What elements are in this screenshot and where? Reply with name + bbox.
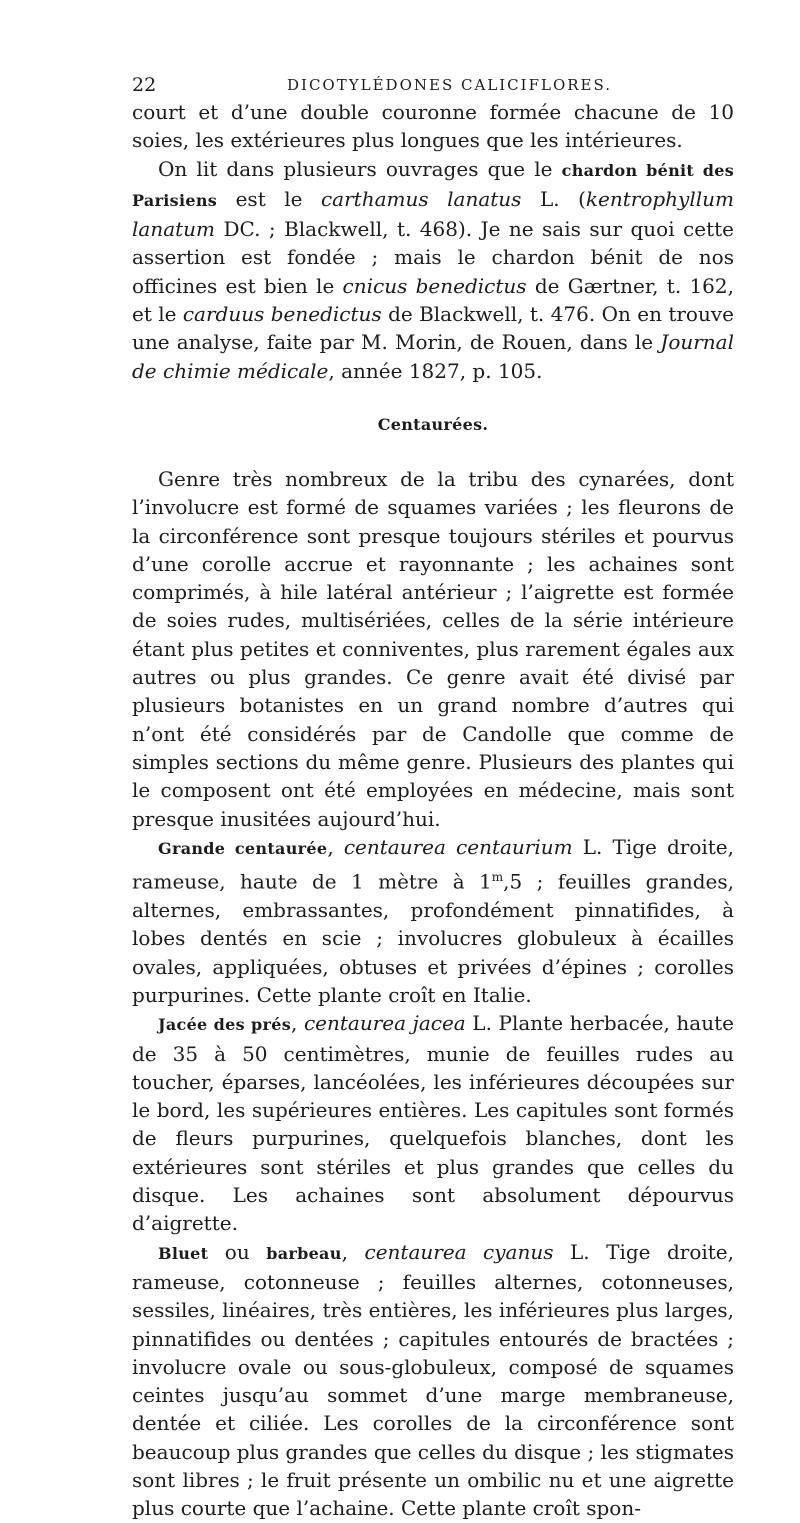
paragraph-grande-centauree: Grande centaurée, centaurea centaurium L. Tige droite, rameuse, haute de 1 mètre à 1$^m$,5 ; feuilles grandes, alternes, embrassantes, profondément pinnatifides, à lobes dentés en scie ; involucres globuleux à écailles ovales, appliquées, obtuses et privées d’épines ; corolles purpurines. Cette plante croît en Italie. (132, 834, 735, 1007)
paragraph-jacee: Jacée des prés, centaurea jacea L. Plante herbacée, haute de 35 à 50 centimètres, munie de feuilles rudes au toucher, éparses, lancéolées, les inférieures découpées sur le bord, les supérieures entières. Les capitules sont formés de fleurs purpurines, quelquefois blanches, dont les extérieures sont stériles et plus grandes que celles du disque. Les achaines sont absolument dépourvus d’aigrette. (132, 1011, 734, 1236)
section-heading: Centaurées. (377, 414, 489, 434)
term-chardon-benit: chardon bénit des Parisiens (132, 160, 735, 210)
page-number: 22 (132, 74, 157, 96)
paragraph-continuation: court et d’une double couronne formée chacune de 10 soies, les extérieures plus longues que les intérieures. (132, 100, 734, 153)
running-title: DICOTYLÉDONES CALICIFLORES. (287, 76, 613, 94)
page-header (132, 72, 730, 98)
term-bluet: Bluet (158, 1243, 209, 1263)
paragraph-chardon-benit: On lit dans plusieurs ouvrages que le chardon bénit des Parisiens est le carthamus lanatus L. (kentrophyllum lanatum DC. ; Blackwell, t. 468). Je ne sais sur quoi cette assertion est fondée ; mais le chardon bénit de nos officines est bien le cnicus benedictus de Gærtner, t. 162, et le carduus benedictus de Blackwell, t. 476. On en trouve une analyse, faite par M. Morin, de Rouen, dans le Journal de chimie médicale, année 1827, p. 105. (132, 156, 735, 383)
term-barbeau: barbeau (266, 1243, 342, 1263)
paragraph-bluet: Bluet ou barbeau, centaurea cyanus L. Tige droite, rameuse, cotonneuse ; feuilles alternes, cotonneuses, sessiles, linéaires, très entières, les inférieures plus larges, pinnatifides ou dentées ; capitules entourés de bractées ; involucre ovale ou sous-globuleux, composé de squames ceintes jusqu’au sommet d’une marge membraneuse, dentée et ciliée. Les corolles de la circonférence sont beaucoup plus grandes que celles du disque ; les stigmates sont libres ; le fruit présente un ombilic nu et une aigrette plus courte que l’achaine. Cette plante croît spon- (132, 1239, 735, 1521)
paragraph-genre: Genre très nombreux de la tribu des cynarées, dont l’involucre est formé de squames variées ; les fleurons de la circonférence sont presque toujours stériles et pourvus d’une corolle accrue et rayonnante ; les achaines sont comprimés, à hile latéral antérieur ; l’aigrette est formée de soies rudes, multisériées, celles de la série intérieure étant plus petites et conniventes, plus rarement égales aux autres ou plus grandes. Ce genre avait été divisé par plusieurs botanistes en un grand nombre d’autres qui n’ont été considérés par de Candolle que comme de simples sections du même genre. Plusieurs des plantes qui le composent ont été employées en médecine, mais sont presque inusitées aujourd’hui. (132, 466, 734, 831)
term-jacee-des-pres: Jacée des prés (158, 1015, 292, 1035)
page-body (132, 98, 734, 1523)
term-grande-centauree: Grande centaurée (158, 838, 328, 858)
